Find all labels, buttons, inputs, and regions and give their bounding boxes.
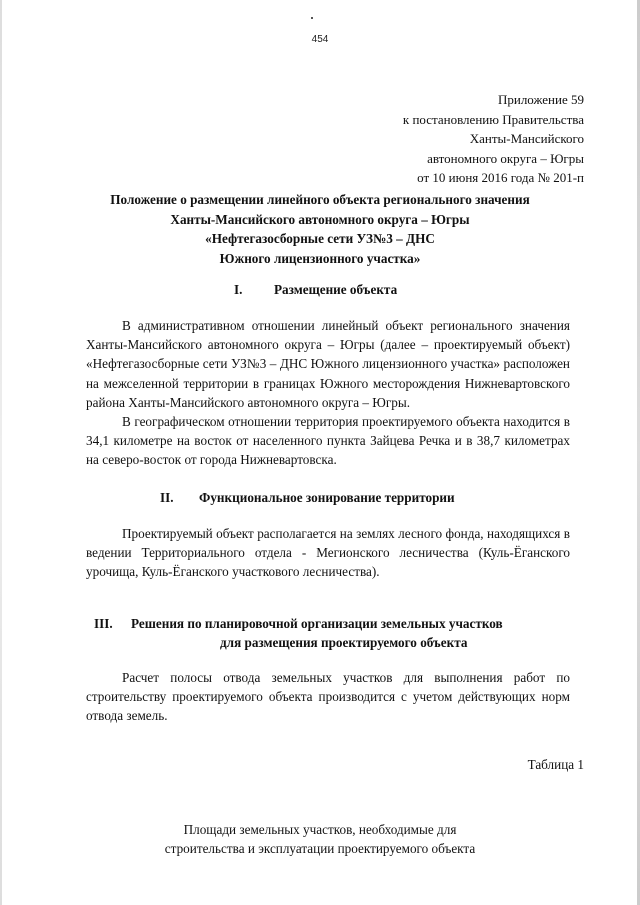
title-line: Положение о размещении линейного объекта регионального значения	[110, 192, 530, 207]
section1-body	[86, 316, 570, 470]
paragraph: В административном отношении линейный объект регионального значения Ханты-Мансийского автономного округа – Югры (далее – проектируемый объект) «Нефтегазосборные сети УЗ№3 – ДНС Южного лицензионного участка» расположен на межселенной территории в границах Южного месторождения Нижневартовского района Ханты-Мансийского автономного округа – Югры.	[86, 318, 570, 410]
section2-number: II.	[160, 490, 174, 505]
caption-line: строительства и эксплуатации проектируемого объекта	[164, 841, 476, 857]
appendix-line: к постановлению Правительства	[402, 111, 584, 127]
table-caption	[70, 820, 570, 858]
section3-number: III.	[94, 616, 113, 631]
appendix-line: автономного округа – Югры	[427, 150, 584, 166]
table-label: Таблица 1	[527, 757, 584, 772]
caption-line: Площади земельных участков, необходимые для	[183, 822, 457, 837]
section3-body	[86, 668, 570, 726]
paragraph: Проектируемый объект располагается на землях лесного фонда, находящихся в ведении Территориального отдела - Мегионского лесничества (Куль-Ёганского урочища, Куль-Ёганского участкового лесничества).	[86, 526, 570, 580]
scan-edge-left	[0, 0, 2, 905]
appendix-line: Приложение 59	[497, 92, 584, 107]
section2-body	[86, 524, 570, 582]
title-line: Южного лицензионного участка»	[219, 250, 421, 266]
scan-mark	[311, 17, 313, 19]
paragraph: В географическом отношении территория проектируемого объекта находится в 34,1 километре на восток от населенного пункта Зайцева Речка и в 38,7 километрах на северо-восток от города Нижневартовска.	[86, 414, 570, 468]
section1-number: I.	[234, 282, 243, 297]
title-line: Ханты-Мансийского автономного округа – Югры	[170, 211, 470, 227]
document-title	[70, 190, 570, 268]
appendix-block	[403, 90, 584, 188]
page-number: 454	[311, 34, 329, 45]
title-line: «Нефтегазосборные сети УЗ№3 – ДНС	[205, 231, 435, 246]
appendix-line: Ханты-Мансийского	[469, 131, 584, 146]
section3-heading-line1: Решения по планировочной организации земельных участков	[131, 616, 503, 631]
appendix-line: от 10 июня 2016 года № 201-п	[417, 170, 584, 185]
section3-heading-line2: для размещения проектируемого объекта	[220, 635, 468, 650]
section2-heading: Функциональное зонирование территории	[199, 490, 455, 505]
paragraph: Расчет полосы отвода земельных участков для выполнения работ по строительству проектируемого объекта производится с учетом действующих норм отвода земель.	[86, 670, 570, 724]
section1-heading: Размещение объекта	[274, 282, 398, 297]
